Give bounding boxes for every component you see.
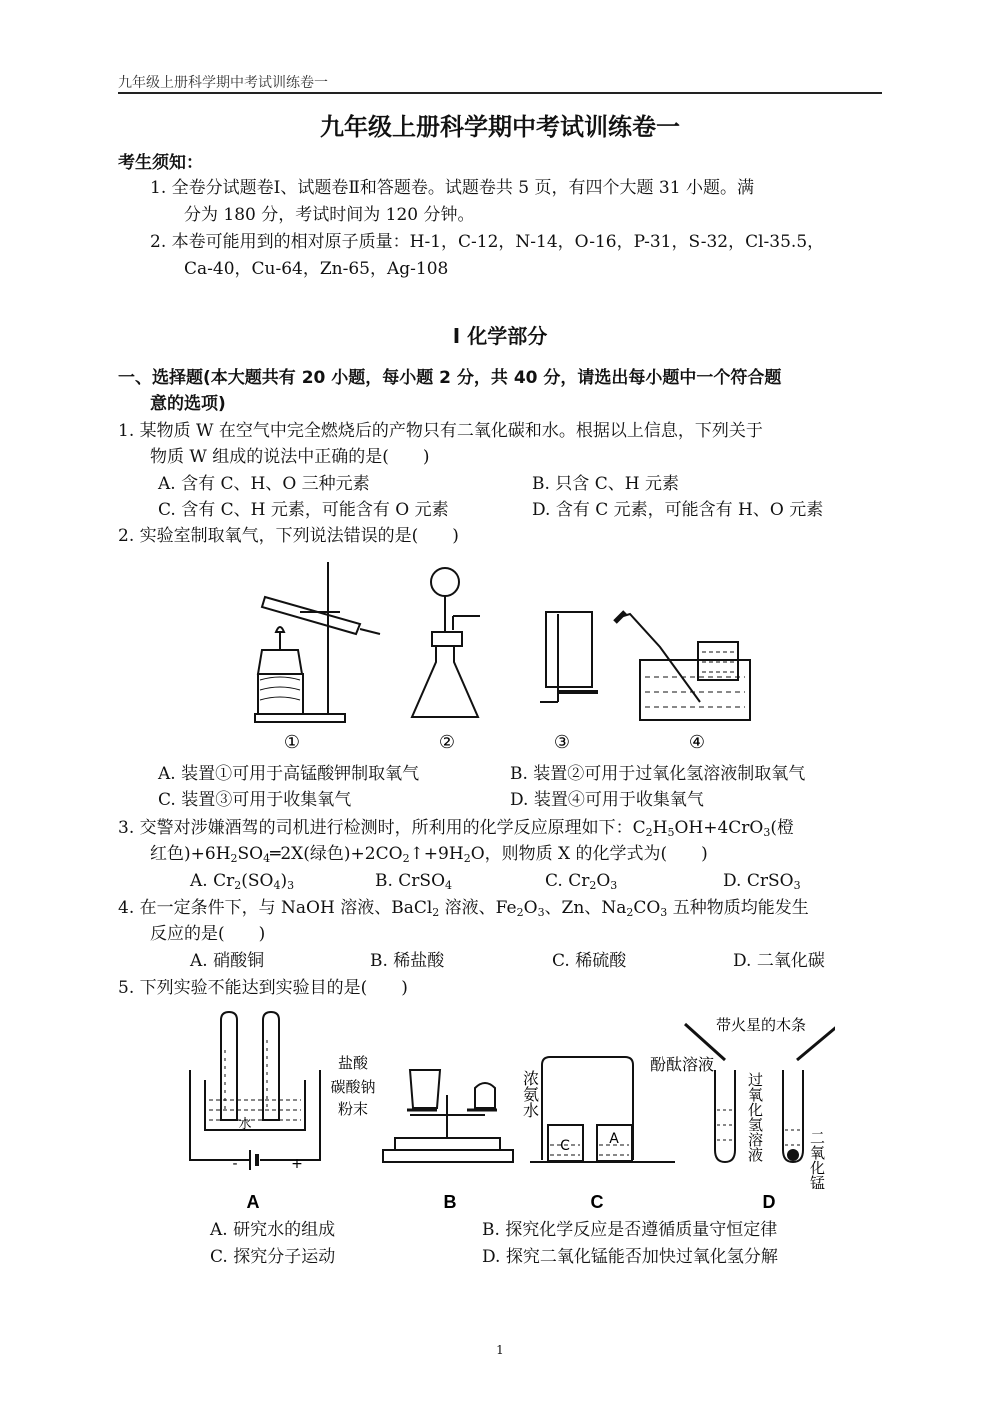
label-powder: 粉末: [337, 1100, 369, 1118]
q3-option-b: B. CrSO$_4$: [375, 871, 453, 892]
q4-option-d: D. 二氧化碳: [733, 951, 825, 971]
q3-option-d: D. CrSO$_3$: [723, 871, 801, 892]
q4-stem-line2: 反应的是( ): [150, 924, 266, 944]
q5-fig-letter-b: B: [443, 1192, 457, 1212]
label-glowing-splint: 带火星的木条: [715, 1016, 807, 1034]
apparatus-3-bottle: [540, 612, 598, 702]
q5-fig-letter-c: C: [590, 1192, 604, 1212]
mno2-lump: [787, 1149, 799, 1161]
q3-stem-line2: 红色)$+6H_2SO_4═2X$(绿色)$+2CO_2↑+9H_2O$，则物质 X 的化学式为( ): [150, 844, 708, 865]
q5-option-d: D. 探究二氧化锰能否加快过氧化氢分解: [482, 1247, 778, 1267]
q2-option-d: D. 装置④可用于收集氧气: [510, 790, 704, 810]
apparatus-1-heating: [255, 562, 380, 722]
q2-option-b: B. 装置②可用于过氧化氢溶液制取氧气: [510, 764, 806, 784]
apparatus-2-flask: [412, 568, 480, 717]
running-header: 九年级上册科学期中考试训练卷一: [118, 75, 328, 91]
q5-stem: 5. 下列实验不能达到实验目的是( ): [118, 978, 408, 998]
notice-item-2-line1: 2. 本卷可能用到的相对原子质量：H-1，C-12，N-14，O-16，P-31，S-32，Cl-35.5，: [150, 232, 825, 252]
experiment-b-balance: [383, 1070, 513, 1162]
notice-item-2-line2: Ca-40，Cu-64，Zn-65，Ag-108: [184, 259, 449, 279]
q2-fig-label-2: ②: [438, 732, 456, 753]
apparatus-4-water-trough: [615, 612, 750, 720]
q2-fig-label-1: ①: [283, 732, 301, 753]
notice-heading: 考生须知：: [118, 153, 203, 173]
label-water: 水: [238, 1117, 252, 1132]
q1-option-d: D. 含有 C 元素，可能含有 H、O 元素: [532, 500, 824, 520]
q5-fig-letter-d: D: [762, 1192, 776, 1212]
q3-stem-line1: 3. 交警对涉嫌酒驾的司机进行检测时，所利用的化学反应原理如下：$C_2H_5OH+4CrO_3$(橙: [118, 818, 795, 839]
q1-option-a: A. 含有 C、H、O 三种元素: [158, 474, 370, 494]
q5-option-c: C. 探究分子运动: [210, 1247, 336, 1267]
label-hydrogen-peroxide: 过氧化氢溶液: [746, 1072, 764, 1162]
label-minus: -: [232, 1156, 238, 1172]
q2-option-a: A. 装置①可用于高锰酸钾制取氧气: [158, 764, 420, 784]
q5-experiment-figure: [185, 1010, 835, 1215]
q1-option-c: C. 含有 C、H 元素，可能含有 O 元素: [158, 500, 449, 520]
q1-stem-line1: 1. 某物质 W 在空气中完全燃烧后的产物只有二氧化碳和水。根据以上信息，下列关于: [118, 421, 763, 441]
q2-stem: 2. 实验室制取氧气，下列说法错误的是( ): [118, 526, 459, 546]
q4-option-c: C. 稀硫酸: [552, 951, 627, 971]
label-plus: +: [291, 1156, 303, 1172]
page-title: 九年级上册科学期中考试训练卷一: [320, 113, 680, 141]
label-sodium-carbonate: 碳酸钠: [330, 1078, 376, 1096]
q2-fig-label-4: ④: [688, 732, 706, 753]
q4-option-b: B. 稀盐酸: [370, 951, 445, 971]
part1-heading-line2: 意的选项): [150, 394, 226, 414]
q1-option-b: B. 只含 C、H 元素: [532, 474, 679, 494]
part1-heading-line1: 一、选择题(本大题共有 20 小题，每小题 2 分，共 40 分，请选出每小题中一个符合题: [118, 368, 782, 388]
q3-option-c: C. $Cr_2O_3$: [545, 871, 618, 892]
section-title: Ⅰ 化学部分: [452, 324, 548, 348]
q1-stem-line2: 物质 W 组成的说法中正确的是( ): [150, 447, 430, 467]
label-manganese-dioxide: 二氧化锰: [808, 1130, 826, 1190]
experiment-a-electrolysis: [190, 1012, 320, 1170]
notice-item-1-line1: 1. 全卷分试题卷Ⅰ、试题卷Ⅱ和答题卷。试题卷共 5 页，有四个大题 31 小题。满: [150, 178, 754, 198]
q5-option-a: A. 研究水的组成: [210, 1220, 336, 1240]
label-beaker-a: A: [609, 1131, 619, 1147]
label-phenolphthalein: 酚酞溶液: [650, 1055, 715, 1074]
q4-stem-line1: 4. 在一定条件下，与 NaOH 溶液、BaCl$_2$ 溶液、$Fe_2O_3$、Zn、$Na_2CO_3$ 五种物质均能发生: [118, 898, 809, 919]
q4-option-a: A. 硝酸铜: [190, 951, 265, 971]
label-hydrochloric-acid: 盐酸: [337, 1054, 369, 1072]
q5-fig-letter-a: A: [246, 1192, 260, 1212]
q2-apparatus-figure: [240, 552, 760, 757]
q2-fig-label-3: ③: [553, 732, 571, 753]
notice-item-1-line2: 分为 180 分，考试时间为 120 分钟。: [184, 205, 475, 225]
header-divider: [118, 92, 882, 94]
q2-option-c: C. 装置③可用于收集氧气: [158, 790, 352, 810]
q5-option-b: B. 探究化学反应是否遵循质量守恒定律: [482, 1220, 778, 1240]
page-number: 1: [496, 1343, 504, 1357]
q3-option-a: A. $Cr_2(SO_4)_3$: [190, 871, 295, 892]
label-beaker-c: C: [560, 1138, 570, 1154]
label-conc-ammonia: 浓氨水: [520, 1070, 540, 1118]
